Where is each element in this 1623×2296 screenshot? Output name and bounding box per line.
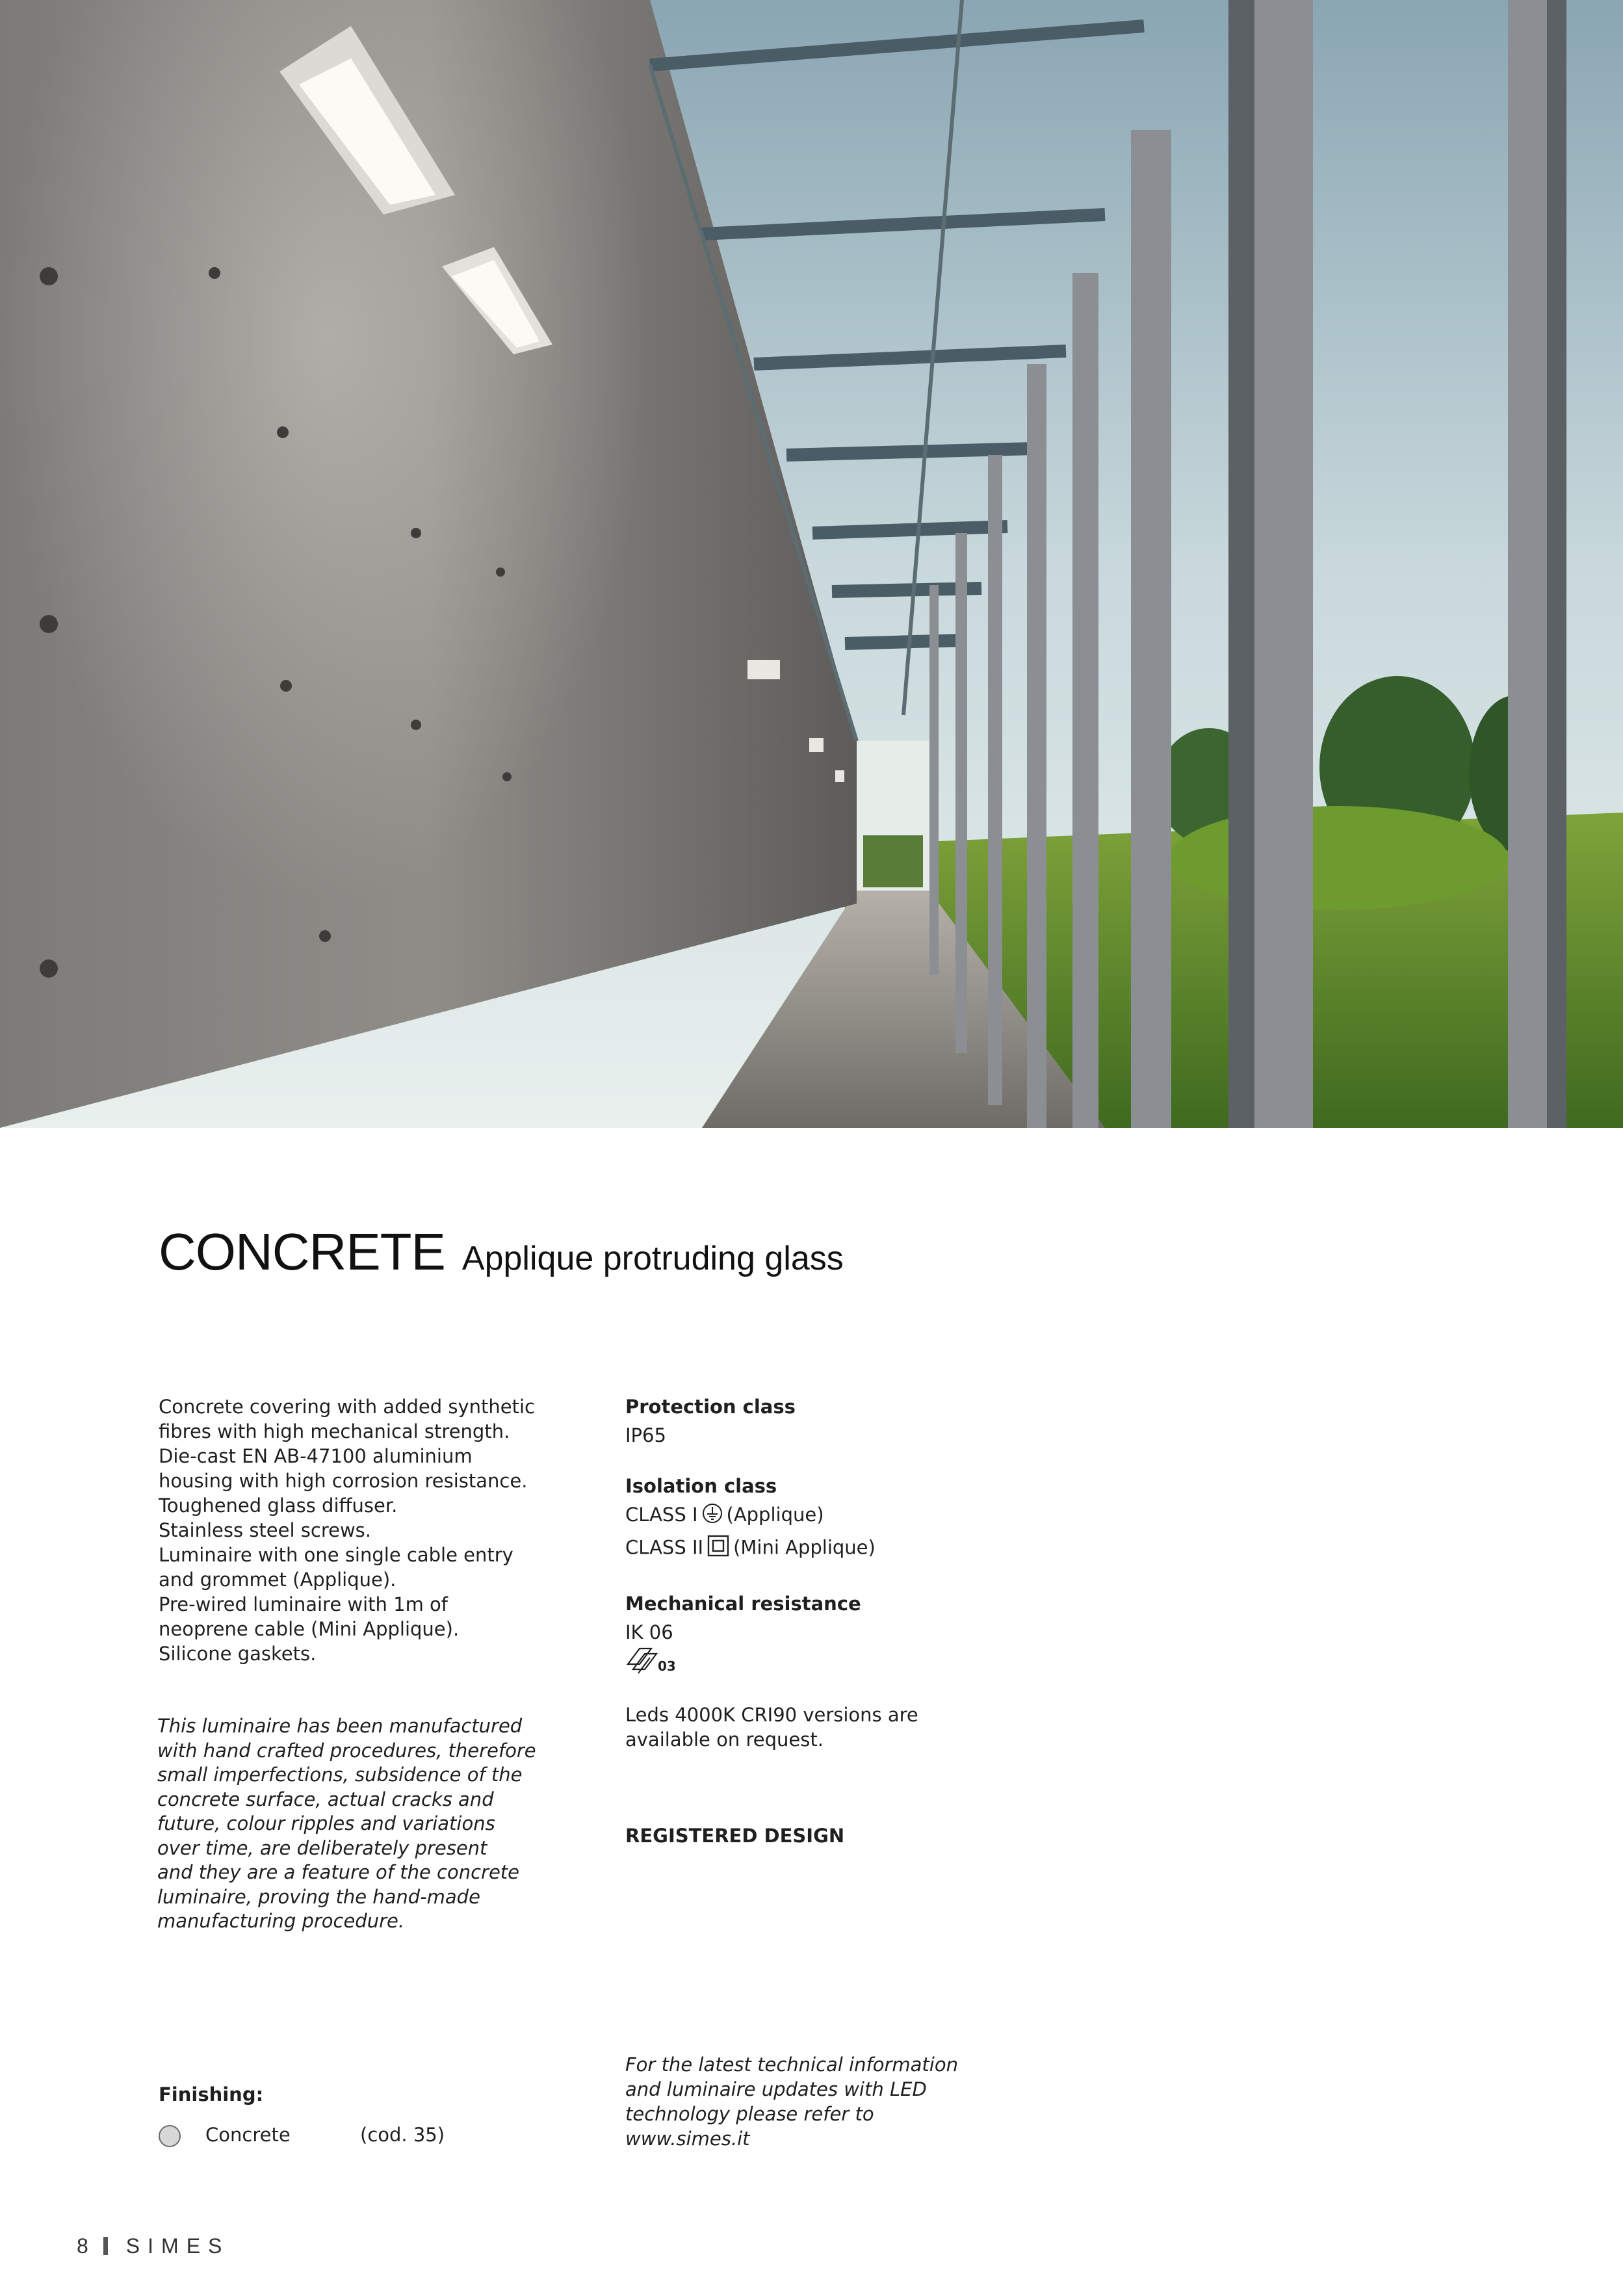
specs-block (625, 1394, 1028, 1848)
isolation-class-1 (625, 1502, 1028, 1530)
description-line: Luminaire with one single cable entry (159, 1544, 513, 1566)
note-line: over time, are deliberately present (157, 1836, 487, 1859)
brand-name: SIMES (125, 2234, 230, 2258)
note-line: with hand crafted procedures, therefore (157, 1739, 536, 1762)
hero-photo (0, 0, 1623, 1128)
description-line: Concrete covering with added synthetic (159, 1396, 535, 1418)
isolation-class-label: Isolation class (625, 1475, 777, 1497)
handcrafted-note (157, 1714, 560, 1934)
mechanical-resistance-value: IK 06 (625, 1621, 673, 1643)
double-insulation-icon (707, 1535, 729, 1563)
description-line: fibres with high mechanical strength. (159, 1420, 510, 1442)
product-title (159, 1222, 844, 1282)
footer-divider (103, 2237, 108, 2255)
earth-ground-icon (702, 1503, 723, 1530)
description-line: Stainless steel screws. (159, 1519, 371, 1541)
leds-note-line-2: available on request. (625, 1728, 824, 1751)
isolation-class-2-text: CLASS II (625, 1536, 704, 1558)
page-footer (77, 2234, 229, 2258)
description-line: housing with high corrosion resistance. (159, 1470, 528, 1492)
product-subtitle: Applique protruding glass (461, 1240, 844, 1277)
description-line: and grommet (Applique). (159, 1569, 396, 1591)
note-line: and they are a feature of the concrete (157, 1861, 520, 1883)
isolation-class-1-text: CLASS I (625, 1504, 698, 1526)
isolation-class-1-type: (Applique) (726, 1504, 824, 1526)
leds-note-line-1: Leds 4000K CRI90 versions are (625, 1703, 918, 1726)
latest-line: For the latest technical information (625, 2054, 958, 2076)
latest-info-note (625, 2052, 1028, 2151)
isolation-class-2-type: (Mini Applique) (733, 1536, 876, 1558)
note-line: This luminaire has been manufactured (157, 1715, 523, 1737)
finishing-name: Concrete (205, 2124, 291, 2146)
corridor-illustration (0, 0, 1623, 1128)
finishing-option (159, 2124, 614, 2150)
ik-badge: 03 (658, 1658, 675, 1674)
ik-rating-icon (625, 1645, 1028, 1680)
registered-design: REGISTERED DESIGN (625, 1824, 845, 1847)
description-line: Silicone gaskets. (159, 1643, 317, 1665)
product-name: CONCRETE (159, 1223, 445, 1281)
website-link[interactable]: www.simes.it (625, 2128, 750, 2150)
description-line: neoprene cable (Mini Applique). (159, 1618, 460, 1640)
protection-class-value: IP65 (625, 1424, 666, 1446)
note-line: luminaire, proving the hand-made (157, 1885, 480, 1908)
description-block (159, 1394, 549, 1666)
page-number: 8 (77, 2234, 89, 2258)
protection-class-label: Protection class (625, 1396, 796, 1418)
latest-line: technology please refer to (625, 2103, 874, 2125)
description-line: Toughened glass diffuser. (159, 1494, 398, 1517)
description-line: Die-cast EN AB-47100 aluminium (159, 1445, 473, 1467)
finishing-label: Finishing: (159, 2083, 264, 2106)
description-line: Pre-wired luminaire with 1m of (159, 1593, 448, 1615)
finishing-block (159, 2083, 614, 2150)
concrete-swatch-icon (159, 2125, 181, 2147)
note-line: future, colour ripples and variations (157, 1812, 495, 1834)
isolation-class-2 (625, 1535, 1028, 1563)
latest-line: and luminaire updates with LED (625, 2078, 927, 2100)
finishing-code: (cod. 35) (360, 2124, 445, 2146)
note-line: small imperfections, subsidence of the (157, 1764, 523, 1786)
mechanical-resistance-label: Mechanical resistance (625, 1592, 861, 1615)
note-line: manufacturing procedure. (157, 1910, 405, 1932)
note-line: concrete surface, actual cracks and (157, 1788, 494, 1810)
